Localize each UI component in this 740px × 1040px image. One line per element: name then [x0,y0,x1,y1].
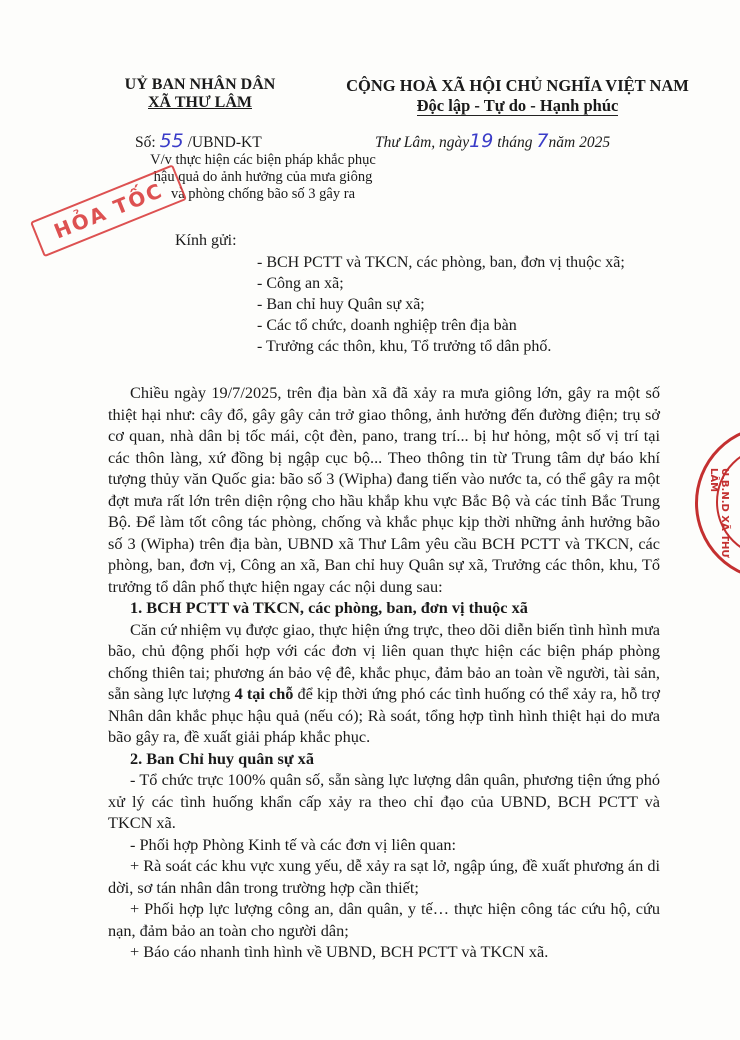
section1-heading: 1. BCH PCTT và TKCN, các phòng, ban, đơn vị thuộc xã [130,598,528,617]
recipient-item: - Công an xã; [257,275,344,292]
recipient-item: - Ban chỉ huy Quân sự xã; [257,296,425,313]
number-suffix: /UBND-KT [187,134,262,151]
date-prefix: Thư Lâm, ngày [375,134,470,151]
subject-line: V/v thực hiện các biện pháp khắc phục [150,152,376,168]
number-prefix: Số: [135,134,156,151]
section2-paragraph: + Phối hợp lực lượng công an, dân quân, y tế… thực hiện công tác cứu hộ, cứu nạn, đảm bảo an toàn cho người dân; [108,899,660,940]
red-seal [695,425,740,581]
document-body [108,382,660,963]
number-handwritten: 55 [159,130,184,152]
section1-paragraph [108,619,660,748]
date-day: 19 [469,130,494,152]
recipients-label: Kính gửi: [175,232,237,249]
intro-paragraph: Chiều ngày 19/7/2025, trên địa bàn xã đã xảy ra mưa giông lớn, gây ra một số thiệt hại như: cây đổ, gây gây cản trở giao thông, ảnh hưởng đến đường điện; trụ sở cơ quan, nhà dân bị tốc mái, cột đèn, pano, trang trí... bị hư hỏng, một số vị trí tại các thôn làng, xứ đồng bị ngập cục bộ... Theo thông tin từ Trung tâm dự báo khí tượng thủy văn Quốc gia: bão số 3 (Wipha) đang tiến vào nước ta, có thể gây ra một đợt mưa rất lớn trên diện rộng cho hầu khắp khu vực Bắc Bộ và các tỉnh Bắc Trung Bộ. Để làm tốt công tác phòng, chống và khắc phục kịp thời những ảnh hưởng bão số 3 (Wipha) trên địa bàn, UBND xã Thư Lâm yêu cầu BCH PCTT và TKCN, các phòng, ban, đơn vị, Công an xã, Ban chỉ huy Quân sự xã, Trưởng các thôn, khu, Tổ trưởng tổ dân phố thực hiện ngay các nội dung sau: [108,383,660,596]
section2-heading: 2. Ban Chỉ huy quân sự xã [130,748,314,768]
date-month: 7 [536,130,549,152]
subject-line: hậu quả do ảnh hưởng của mưa giông [153,169,373,185]
date-month-label: tháng [497,134,533,151]
section2-paragraph: + Rà soát các khu vực xung yếu, dễ xảy ra sạt lở, ngập úng, đề xuất phương án di dời, sơ tán nhân dân trong trường hợp cần thiết; [108,856,660,897]
s1-text-a: Căn cứ nhiệm vụ được giao, thực hiện ứng trực, theo dõi diễn biến tình hình mưa bão, chủ động phối hợp với các đơn vị liên quan thực hiện các biện pháp phòng chống thiên tai; phương án bảo vệ đê, khắc phục, đảm bảo an toàn về người, tài sản, sẵn sàng lực lượng [108,619,660,703]
nation-motto: Độc lập - Tự do - Hạnh phúc [416,96,619,115]
subject-line: và phòng chống bão số 3 gây ra [170,186,356,202]
document-date [375,130,610,152]
recipient-item: - BCH PCTT và TKCN, các phòng, ban, đơn vị thuộc xã; [257,254,625,271]
date-year: năm 2025 [548,134,611,151]
s1-bold: 4 tại chỗ [234,684,294,703]
seal-text: U.B.N.D XÃ THƯ LÂM [708,468,730,558]
recipients-list [257,252,625,357]
recipient-item: - Trưởng các thôn, khu, Tổ trưởng tổ dân phố. [257,338,552,355]
section2-paragraph: - Tổ chức trực 100% quân số, sẵn sàng lực lượng dân quân, phương tiện ứng phó xử lý các tình huống khẩn cấp xảy ra theo chỉ đạo của UBND, BCH PCTT và TKCN xã. [108,770,660,832]
authority-line2: XÃ THƯ LÂM [148,94,252,111]
issuing-authority [75,76,325,112]
section2-paragraph: + Báo cáo nhanh tình hình về UBND, BCH PCTT và TKCN xã. [130,942,549,961]
document-number [135,130,262,152]
authority-line1: UỶ BAN NHÂN DÂN [124,76,276,93]
national-header [330,76,705,116]
recipient-item: - Các tổ chức, doanh nghiệp trên địa bàn [257,317,517,334]
section2-paragraph: - Phối hợp Phòng Kinh tế và các đơn vị liên quan: [130,834,457,854]
urgent-stamp: HỎA TỐC [30,164,187,257]
nation-title: CỘNG HOÀ XÃ HỘI CHỦ NGHĨA VIỆT NAM [346,76,689,95]
s1-text-b: để kịp thời ứng phó các tình huống có thể xảy ra, hỗ trợ Nhân dân khắc phục hậu quả (nếu có); Rà soát, tổng hợp tình hình thiệt hại do mưa bão gây ra, đề xuất giải pháp khắc phục. [108,684,660,746]
